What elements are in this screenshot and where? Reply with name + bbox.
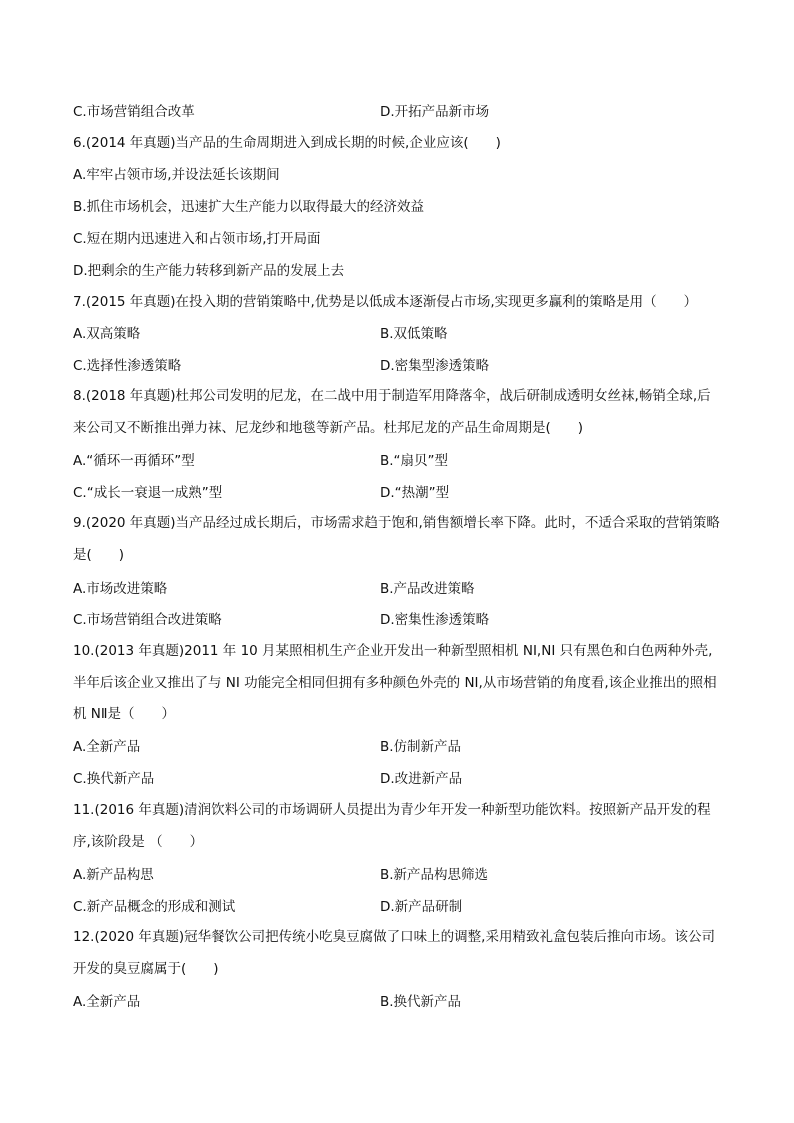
q6-stem: 6.(2014 年真题)当产品的生命周期进入到成长期的时候,企业应该( )	[73, 135, 501, 151]
q10-option-b: B.仿制新产品	[380, 739, 462, 755]
q7-option-c: C.选择性渗透策略	[73, 358, 182, 374]
q10-option-a: A.全新产品	[73, 739, 141, 755]
q6-option-a: A.牢牢占领市场,并设法延长该期间	[73, 167, 280, 183]
q9-stem: 9.(2020 年真题)当产品经过成长期后，市场需求趋于饱和,销售额增长率下降。此时，不适合采取的营销策略是( )	[73, 515, 720, 563]
q7-stem: 7.(2015 年真题)在投入期的营销策略中,优势是以低成本逐渐侵占市场,实现更多赢利的策略是用（ ）	[73, 294, 698, 310]
q8-option-b: B.“扇贝”型	[380, 453, 449, 469]
q5-option-c: C.市场营销组合改革	[73, 104, 195, 120]
q11-option-b: B.新产品构思筛选	[380, 867, 489, 883]
q8-stem: 8.(2018 年真题)杜邦公司发明的尼龙，在二战中用于制造军用降落伞，战后研制成透明女丝袜,畅销全球,后来公司又不断推出弹力袜、尼龙纱和地毯等新产品。杜邦尼龙的产品生命周期是( )	[73, 388, 711, 436]
q12-option-a: A.全新产品	[73, 994, 141, 1010]
q9-option-a: A.市场改进策略	[73, 581, 168, 597]
q9-option-d: D.密集性渗透策略	[380, 612, 490, 628]
q11-option-a: A.新产品构思	[73, 867, 154, 883]
q6-option-d: D.把剩余的生产能力转移到新产品的发展上去	[73, 263, 345, 279]
q6-option-c: C.短在期内迅速进入和占领市场,打开局面	[73, 231, 321, 247]
q12-stem: 12.(2020 年真题)冠华餐饮公司把传统小吃臭豆腐做了口味上的调整,采用精致礼盒包装后推向市场。该公司开发的臭豆腐属于( )	[73, 929, 715, 977]
q10-option-d: D.改进新产品	[380, 771, 463, 787]
q5-option-d: D.开拓产品新市场	[380, 104, 490, 120]
q9-option-b: B.产品改进策略	[380, 581, 475, 597]
q12-option-b: B.换代新产品	[380, 994, 462, 1010]
q8-option-d: D.“热潮”型	[380, 485, 450, 501]
q7-option-d: D.密集型渗透策略	[380, 358, 490, 374]
q8-option-c: C.“成长一衰退一成熟”型	[73, 485, 223, 501]
q9-option-c: C.市场营销组合改进策略	[73, 612, 222, 628]
q10-stem: 10.(2013 年真题)2011 年 10 月某照相机生产企业开发出一种新型照相机 NI,NI 只有黑色和白色两种外壳,半年后该企业又推出了与 NI 功能完全相同但拥有多种颜色外壳的 NI,从市场营销的角度看,该企业推出的照相机 NⅡ是（ ）	[73, 643, 717, 722]
q10-option-c: C.换代新产品	[73, 771, 155, 787]
q11-option-c: C.新产品概念的形成和测试	[73, 899, 236, 915]
q6-option-b: B.抓住市场机会，迅速扩大生产能力以取得最大的经济效益	[73, 199, 425, 215]
q7-option-b: B.双低策略	[380, 326, 448, 342]
q11-stem: 11.(2016 年真题)清润饮料公司的市场调研人员提出为青少年开发一种新型功能饮料。按照新产品开发的程序,该阶段是 （ ）	[73, 802, 711, 850]
q7-option-a: A.双高策略	[73, 326, 141, 342]
q8-option-a: A.“循环一再循环”型	[73, 453, 195, 469]
q11-option-d: D.新产品研制	[380, 899, 463, 915]
